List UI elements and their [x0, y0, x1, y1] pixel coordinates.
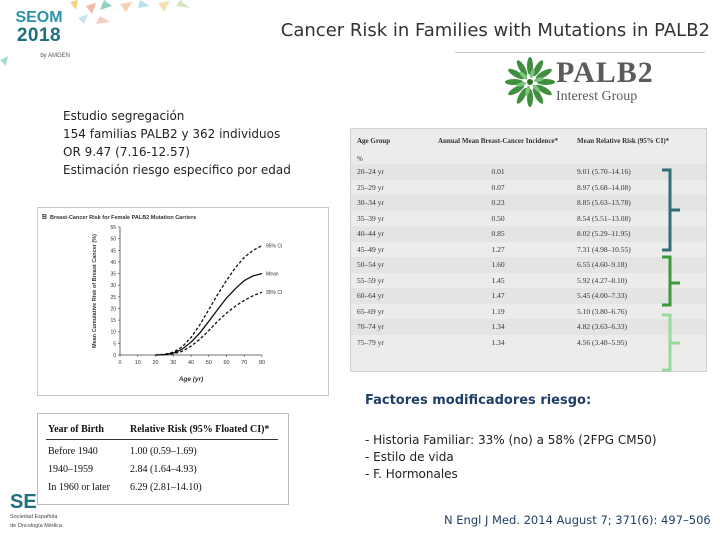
seom-logo-year: 2018	[16, 25, 62, 46]
curve-label: 95% CI	[266, 243, 283, 250]
title-divider	[455, 52, 705, 53]
x-tick-label: 50	[205, 360, 212, 366]
header-relative-risk: Mean Relative Risk (95% CI)*	[577, 137, 670, 145]
cell-incidence: 1.45	[491, 275, 505, 285]
birth-row-label: In 1960 or later	[48, 482, 110, 493]
seom-logo-sponsor: by AMGEN	[40, 53, 70, 59]
cell-incidence: 1.34	[491, 337, 505, 347]
header-rule	[46, 439, 278, 440]
palb2-logo-subtitle: Interest Group	[556, 89, 638, 104]
cell-incidence: 0.07	[491, 182, 505, 192]
series-line-mean	[156, 274, 263, 356]
cell-incidence: 0.01	[491, 167, 505, 177]
x-tick-label: 30	[170, 360, 177, 366]
x-tick-label: 0	[118, 360, 122, 366]
factors-title: Factores modificadores riesgo:	[365, 393, 592, 408]
x-tick-label: 40	[187, 360, 195, 366]
seom-2018-logo	[8, 10, 70, 59]
bracket-medium	[662, 257, 680, 305]
cell-incidence: 1.34	[491, 322, 505, 332]
birth-row-label: 1940–1959	[48, 464, 93, 475]
y-tick-label: 20	[110, 306, 116, 313]
factor-item: - Historia Familiar: 33% (no) a 58% (2FPG CM50)	[365, 433, 657, 447]
cell-incidence: 1.47	[491, 291, 505, 301]
cell-relative-risk: 5.45 (4.00–7.33)	[577, 291, 627, 301]
y-tick-label: 35	[110, 271, 116, 278]
cell-age-group: 25–29 yr	[357, 182, 384, 192]
x-axis-label: Age (yr)	[178, 376, 204, 383]
cell-relative-risk: 5.10 (3.80–6.76)	[577, 306, 627, 316]
cell-age-group: 65–69 yr	[357, 306, 384, 316]
cell-age-group: 60–64 yr	[357, 291, 384, 301]
series-line-lower-ci	[156, 292, 263, 355]
birth-row-value: 6.29 (2.81–14.10)	[130, 482, 202, 493]
chart-caption: Breast-Cancer Risk for Female PALB2 Mutation Carriers	[50, 215, 197, 221]
y-tick-label: 30	[110, 283, 116, 290]
birth-row-value: 1.00 (0.59–1.69)	[130, 446, 197, 457]
study-summary	[63, 107, 291, 179]
society-name-line: de Oncología Médica	[10, 523, 62, 529]
x-tick-label: 80	[258, 360, 266, 366]
cell-age-group: 45–49 yr	[357, 244, 384, 254]
cell-relative-risk: 4.82 (3.63–6.33)	[577, 322, 627, 332]
slide-title: Cancer Risk in Families with Mutations in PALB2	[280, 20, 710, 41]
x-tick-label: 10	[134, 360, 141, 366]
table-header	[351, 129, 706, 155]
x-tick-label: 70	[241, 360, 248, 366]
age-group-brackets	[650, 165, 690, 375]
y-tick-label: 45	[110, 248, 116, 255]
seom-society-logo	[10, 492, 90, 537]
curve-label: 95% CI	[266, 290, 283, 297]
factor-item: - Estilo de vida	[365, 450, 454, 464]
society-name-line: Sociedad Española	[10, 514, 58, 520]
study-line: Estimación riesgo especifico por edad	[63, 163, 291, 177]
cell-age-group: 35–39 yr	[357, 213, 384, 223]
cell-incidence: 1.19	[491, 306, 505, 316]
study-line: Estudio segregación	[63, 109, 185, 123]
y-tick-label: 40	[110, 259, 116, 266]
x-tick-label: 20	[152, 360, 159, 366]
header-age-group: Age Group	[357, 137, 391, 145]
citation: N Engl J Med. 2014 August 7; 371(6): 497–506	[444, 513, 711, 527]
cell-age-group: 50–54 yr	[357, 260, 384, 270]
cell-relative-risk: 8.02 (5.29–11.95)	[577, 229, 631, 239]
unit-row: %	[357, 155, 363, 163]
cell-relative-risk: 5.92 (4.27–8.10)	[577, 275, 627, 285]
cell-age-group: 40–44 yr	[357, 229, 384, 239]
y-tick-label: 15	[110, 318, 116, 325]
cell-relative-risk: 8.97 (5.68–14.08)	[577, 182, 631, 192]
cell-age-group: 55–59 yr	[357, 275, 384, 285]
cell-age-group: 75–79 yr	[357, 337, 384, 347]
cell-relative-risk: 6.55 (4.60–9.18)	[577, 260, 627, 270]
chart-caption-letter: B	[42, 214, 48, 221]
birth-row-value: 2.84 (1.64–4.93)	[130, 464, 197, 475]
x-tick-label: 60	[223, 360, 230, 366]
series-line-upper-ci	[156, 246, 263, 355]
cell-age-group: 70–74 yr	[357, 322, 384, 332]
y-tick-label: 5	[113, 341, 116, 348]
cell-age-group: 20–24 yr	[357, 167, 384, 177]
palb2-logo-name: PALB2	[556, 56, 654, 89]
cell-relative-risk: 9.01 (5.70–14.16)	[577, 167, 631, 177]
factors-list	[365, 432, 657, 483]
cell-age-group: 30–34 yr	[357, 198, 384, 208]
bracket-dark	[662, 170, 680, 250]
header-incidence: Annual Mean Breast-Cancer Incidence*	[437, 137, 559, 145]
curve-label: Mean	[266, 271, 279, 278]
y-tick-label: 0	[113, 353, 116, 359]
cumulative-risk-chart	[37, 207, 329, 396]
study-line: OR 9.47 (7.16-12.57)	[63, 145, 190, 159]
cell-relative-risk: 8.85 (5.63–13.78)	[577, 198, 631, 208]
study-line: 154 familias PALB2 y 362 individuos	[63, 127, 281, 141]
birth-row-label: Before 1940	[48, 446, 98, 457]
y-tick-label: 50	[110, 236, 116, 243]
palb2-logo	[556, 58, 654, 105]
cell-incidence: 0.85	[491, 229, 505, 239]
cell-incidence: 1.60	[491, 260, 505, 270]
cell-incidence: 1.27	[491, 244, 505, 254]
society-abbr: SE	[10, 491, 37, 513]
cell-relative-risk: 4.56 (3.48–5.95)	[577, 337, 627, 347]
factor-item: - F. Hormonales	[365, 467, 458, 481]
y-axis-label: Mean Cumulative Risk of Breast Cancer (%)	[92, 233, 98, 349]
header-year-of-birth: Year of Birth	[48, 424, 104, 435]
chart-canvas	[38, 208, 328, 395]
header-relative-risk: Relative Risk (95% Floated CI)*	[130, 424, 270, 435]
seom-logo-text: SEOM	[15, 9, 63, 26]
bracket-light	[662, 315, 680, 370]
cell-incidence: 0.23	[491, 198, 505, 208]
y-tick-label: 25	[110, 294, 116, 301]
cell-incidence: 0.50	[491, 213, 505, 223]
y-tick-label: 55	[110, 225, 116, 231]
cell-relative-risk: 7.31 (4.98–10.55)	[577, 244, 631, 254]
y-tick-label: 10	[110, 329, 116, 336]
cell-relative-risk: 8.54 (5.51–13.08)	[577, 213, 631, 223]
